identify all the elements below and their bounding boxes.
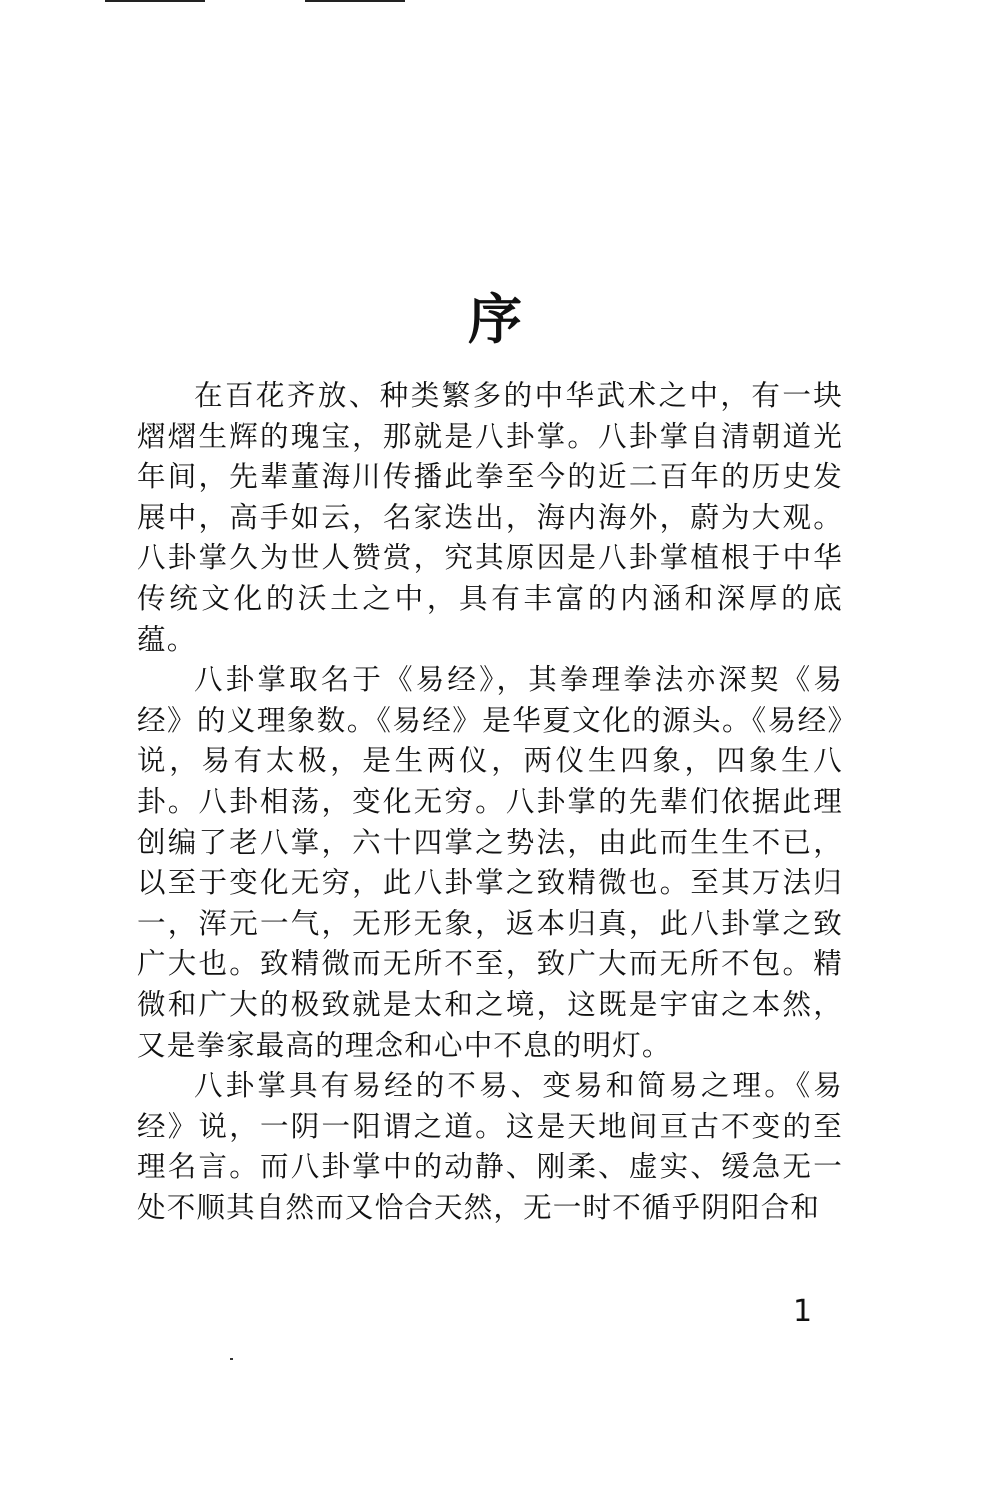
body-text [137, 376, 843, 1228]
top-rule-left [105, 0, 205, 2]
page-number: 1 [793, 1294, 813, 1329]
page-title: 序 [468, 288, 522, 352]
paragraph-3: 八卦掌具有易经的不易、变易和简易之理。《易经》说，一阴一阳谓之道。这是天地间亘古不变的至理名言。而八卦掌中的动静、刚柔、虚实、缓急无一处不顺其自然而又恰合天然，无一时不循乎阴阳合和 [137, 1069, 843, 1224]
paragraph-1: 在百花齐放、种类繁多的中华武术之中，有一块熠熠生辉的瑰宝，那就是八卦掌。八卦掌自清朝道光年间，先辈董海川传播此拳至今的近二百年的历史发展中，高手如云，名家迭出，海内海外，蔚为大观。八卦掌久为世人赞赏，究其原因是八卦掌植根于中华传统文化的沃土之中，具有丰富的内涵和深厚的底蕴。 [137, 379, 843, 656]
scan-speck [230, 1358, 233, 1360]
paragraph-2: 八卦掌取名于《易经》，其拳理拳法亦深契《易经》的义理象数。《易经》是华夏文化的源头。《易经》说，易有太极，是生两仪，两仪生四象，四象生八卦。八卦相荡，变化无穷。八卦掌的先辈们依据此理创编了老八掌，六十四掌之势法，由此而生生不已，以至于变化无穷，此八卦掌之致精微也。至其万法归一，浑元一气，无形无象，返本归真，此八卦掌之致广大也。致精微而无所不至，致广大而无所不包。精微和广大的极致就是太和之境，这既是宇宙之本然，又是拳家最高的理念和心中不息的明灯。 [137, 663, 843, 1062]
top-rule-right [305, 0, 405, 2]
